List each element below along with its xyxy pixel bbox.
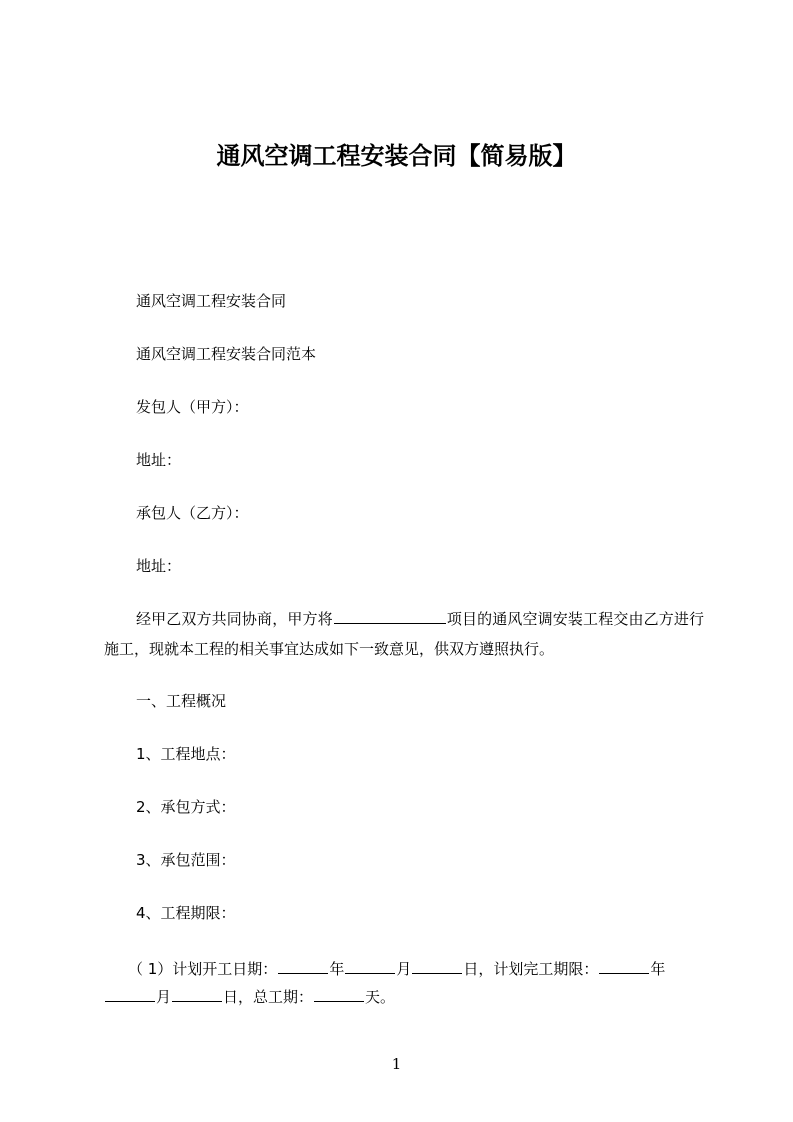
- end-year-blank: [599, 957, 649, 974]
- intro-text-end: 项目的通风空调安装工程交由乙方进行施工，现就本工程的相关事宜达成如下一致意见，供双方遵照执行。: [104, 610, 704, 658]
- start-day-blank: [412, 957, 462, 974]
- party-a-address-line: 地址：: [136, 451, 182, 469]
- page-number: 1: [391, 1055, 402, 1073]
- intro-text-start: 经甲乙双方共同协商，甲方将: [136, 610, 333, 628]
- start-month-blank: [345, 957, 395, 974]
- start-year-label: 年: [329, 960, 345, 978]
- schedule-line-1: [128, 954, 665, 984]
- party-a-line: 发包人（甲方）：: [136, 398, 249, 416]
- end-month-label: 月: [156, 988, 172, 1006]
- document-title: 通风空调工程安装合同【简易版】: [216, 142, 577, 170]
- end-day-blank: [172, 985, 222, 1002]
- start-month-label: 月: [396, 960, 412, 978]
- item-contract-method: 2、承包方式：: [136, 798, 236, 816]
- item-project-location: 1、工程地点：: [136, 745, 236, 763]
- intro-paragraph: [104, 604, 704, 664]
- days-suffix: 天。: [365, 988, 396, 1006]
- end-month-blank: [105, 985, 155, 1002]
- project-name-blank: [334, 607, 446, 624]
- party-b-line: 承包人（乙方）：: [136, 504, 249, 522]
- schedule-line-2: [104, 982, 395, 1012]
- item-contract-scope: 3、承包范围：: [136, 851, 236, 869]
- total-day-label: 日，总工期：: [223, 988, 314, 1006]
- end-year-label: 年: [650, 960, 666, 978]
- schedule-prefix: （ 1）计划开工日期：: [128, 960, 278, 978]
- contract-template-line: 通风空调工程安装合同范本: [136, 345, 317, 363]
- section-heading-1: 一、工程概况: [136, 692, 227, 710]
- plan-day-label: 日，计划完工期限：: [463, 960, 599, 978]
- party-b-address-line: 地址：: [136, 557, 182, 575]
- start-year-blank: [278, 957, 328, 974]
- contract-name-line: 通风空调工程安装合同: [136, 292, 287, 310]
- total-days-blank: [314, 985, 364, 1002]
- item-project-period: 4、工程期限：: [136, 904, 236, 922]
